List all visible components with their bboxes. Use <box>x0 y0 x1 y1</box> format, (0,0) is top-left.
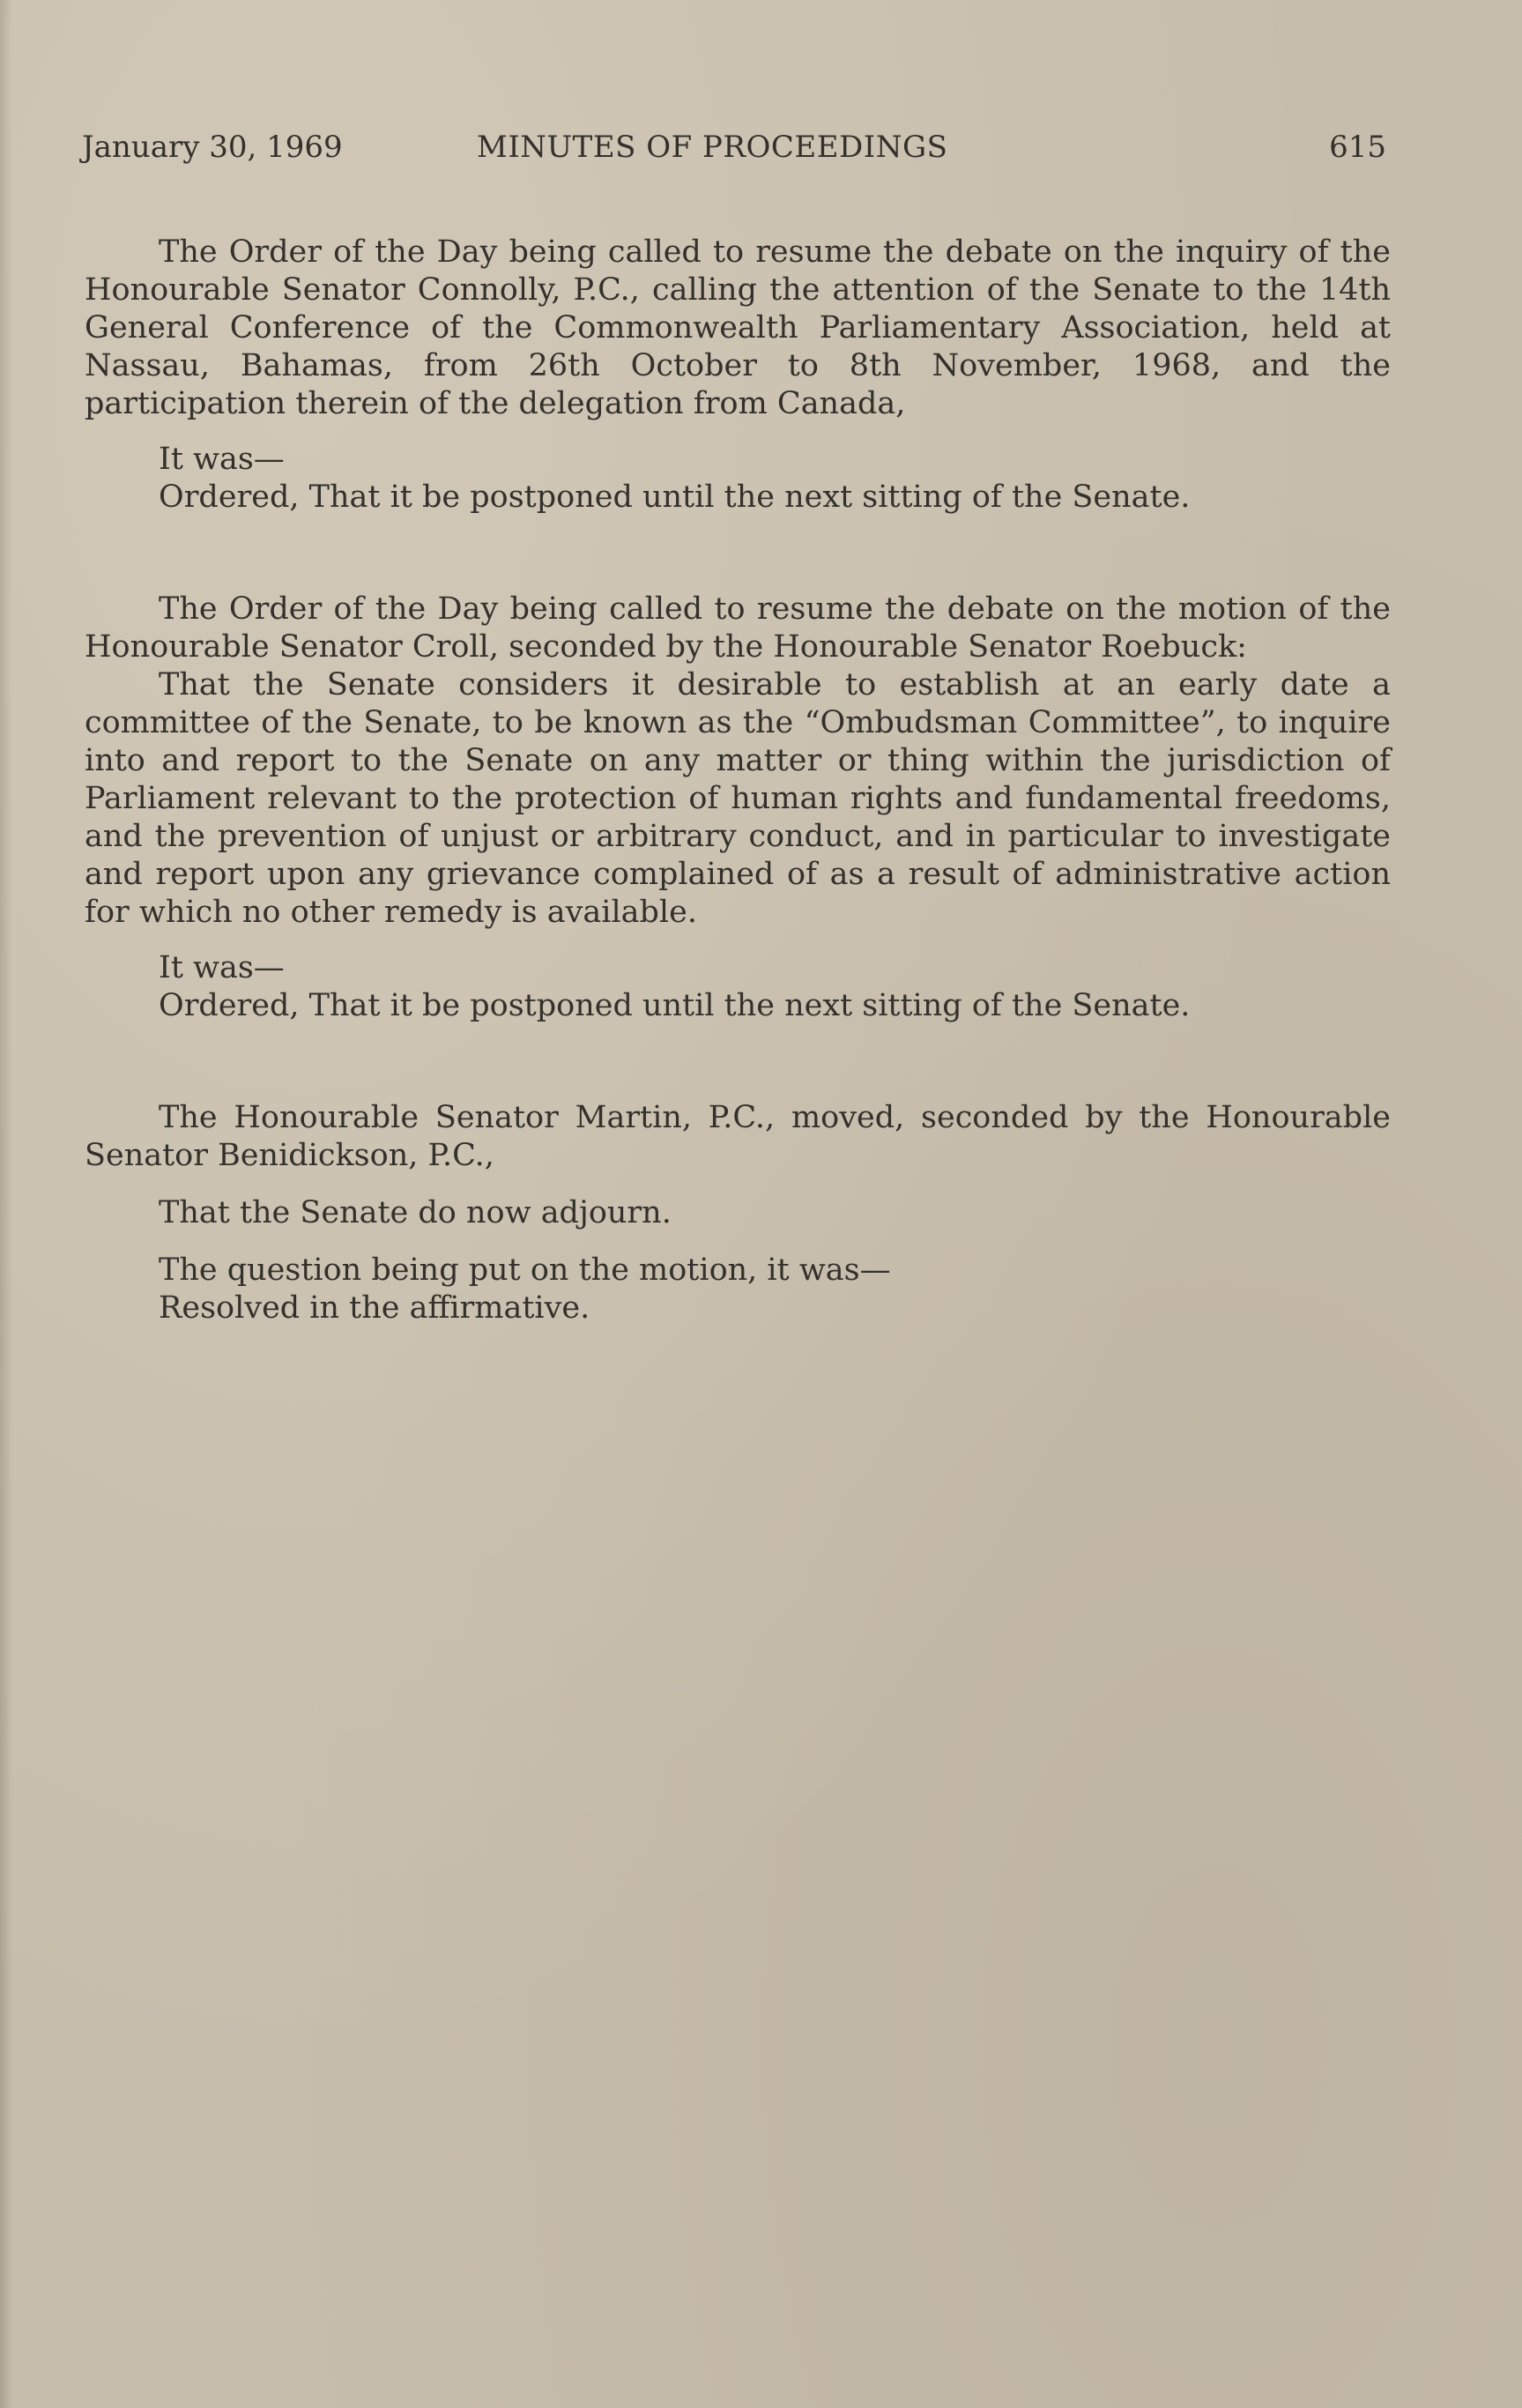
it-was-label: It was— <box>159 442 285 477</box>
ordered-text: Ordered, That it be postponed until the next sitting of the Senate. <box>159 988 1191 1023</box>
page-number: 615 <box>1329 130 1386 165</box>
item-adjournment <box>85 1099 1391 1327</box>
minutes-body <box>85 234 1391 1327</box>
resolved-text: Resolved in the affirmative. <box>159 1290 590 1326</box>
question-text: The question being put on the motion, it was— <box>159 1252 891 1288</box>
item-connolly-inquiry <box>85 234 1391 517</box>
header-date: January 30, 1969 <box>82 130 343 165</box>
item-intro: The Order of the Day being called to resume the debate on the motion of the Honourable Senator Croll, seconded by the Honourable Senator Roebuck: <box>85 591 1391 665</box>
it-was-label: It was— <box>159 950 285 985</box>
running-head <box>82 127 1386 167</box>
item-intro: The Order of the Day being called to resume the debate on the inquiry of the Honourable Senator Connolly, P.C., calling the attention of the Senate to the 14th General Conference of the Commonwealth Parliamentary Association, held at Nassau, Bahamas, from 26th October to 8th November, 1968, and the participation therein of the delegation from Canada, <box>85 234 1391 421</box>
ordered-text: Ordered, That it be postponed until the next sitting of the Senate. <box>159 479 1191 515</box>
item-intro: The Honourable Senator Martin, P.C., moved, seconded by the Honourable Senator Benidickson, P.C., <box>85 1100 1391 1173</box>
motion-text: That the Senate considers it desirable to establish at an early date a committee of the Senate, to be known as the “Ombudsman Committee”, to inquire into and report to the Senate on any matter or thing within the jurisdiction of Parliament relevant to the protection of human rights and fundamental freedoms, and the prevention of unjust or arbitrary conduct, and in particular to investigate and report upon any grievance complained of as a result of administrative action for which no other remedy is available. <box>85 667 1391 930</box>
item-ombudsman-motion <box>85 591 1391 1025</box>
header-title: MINUTES OF PROCEEDINGS <box>477 130 948 165</box>
motion-text: That the Senate do now adjourn. <box>159 1195 672 1230</box>
